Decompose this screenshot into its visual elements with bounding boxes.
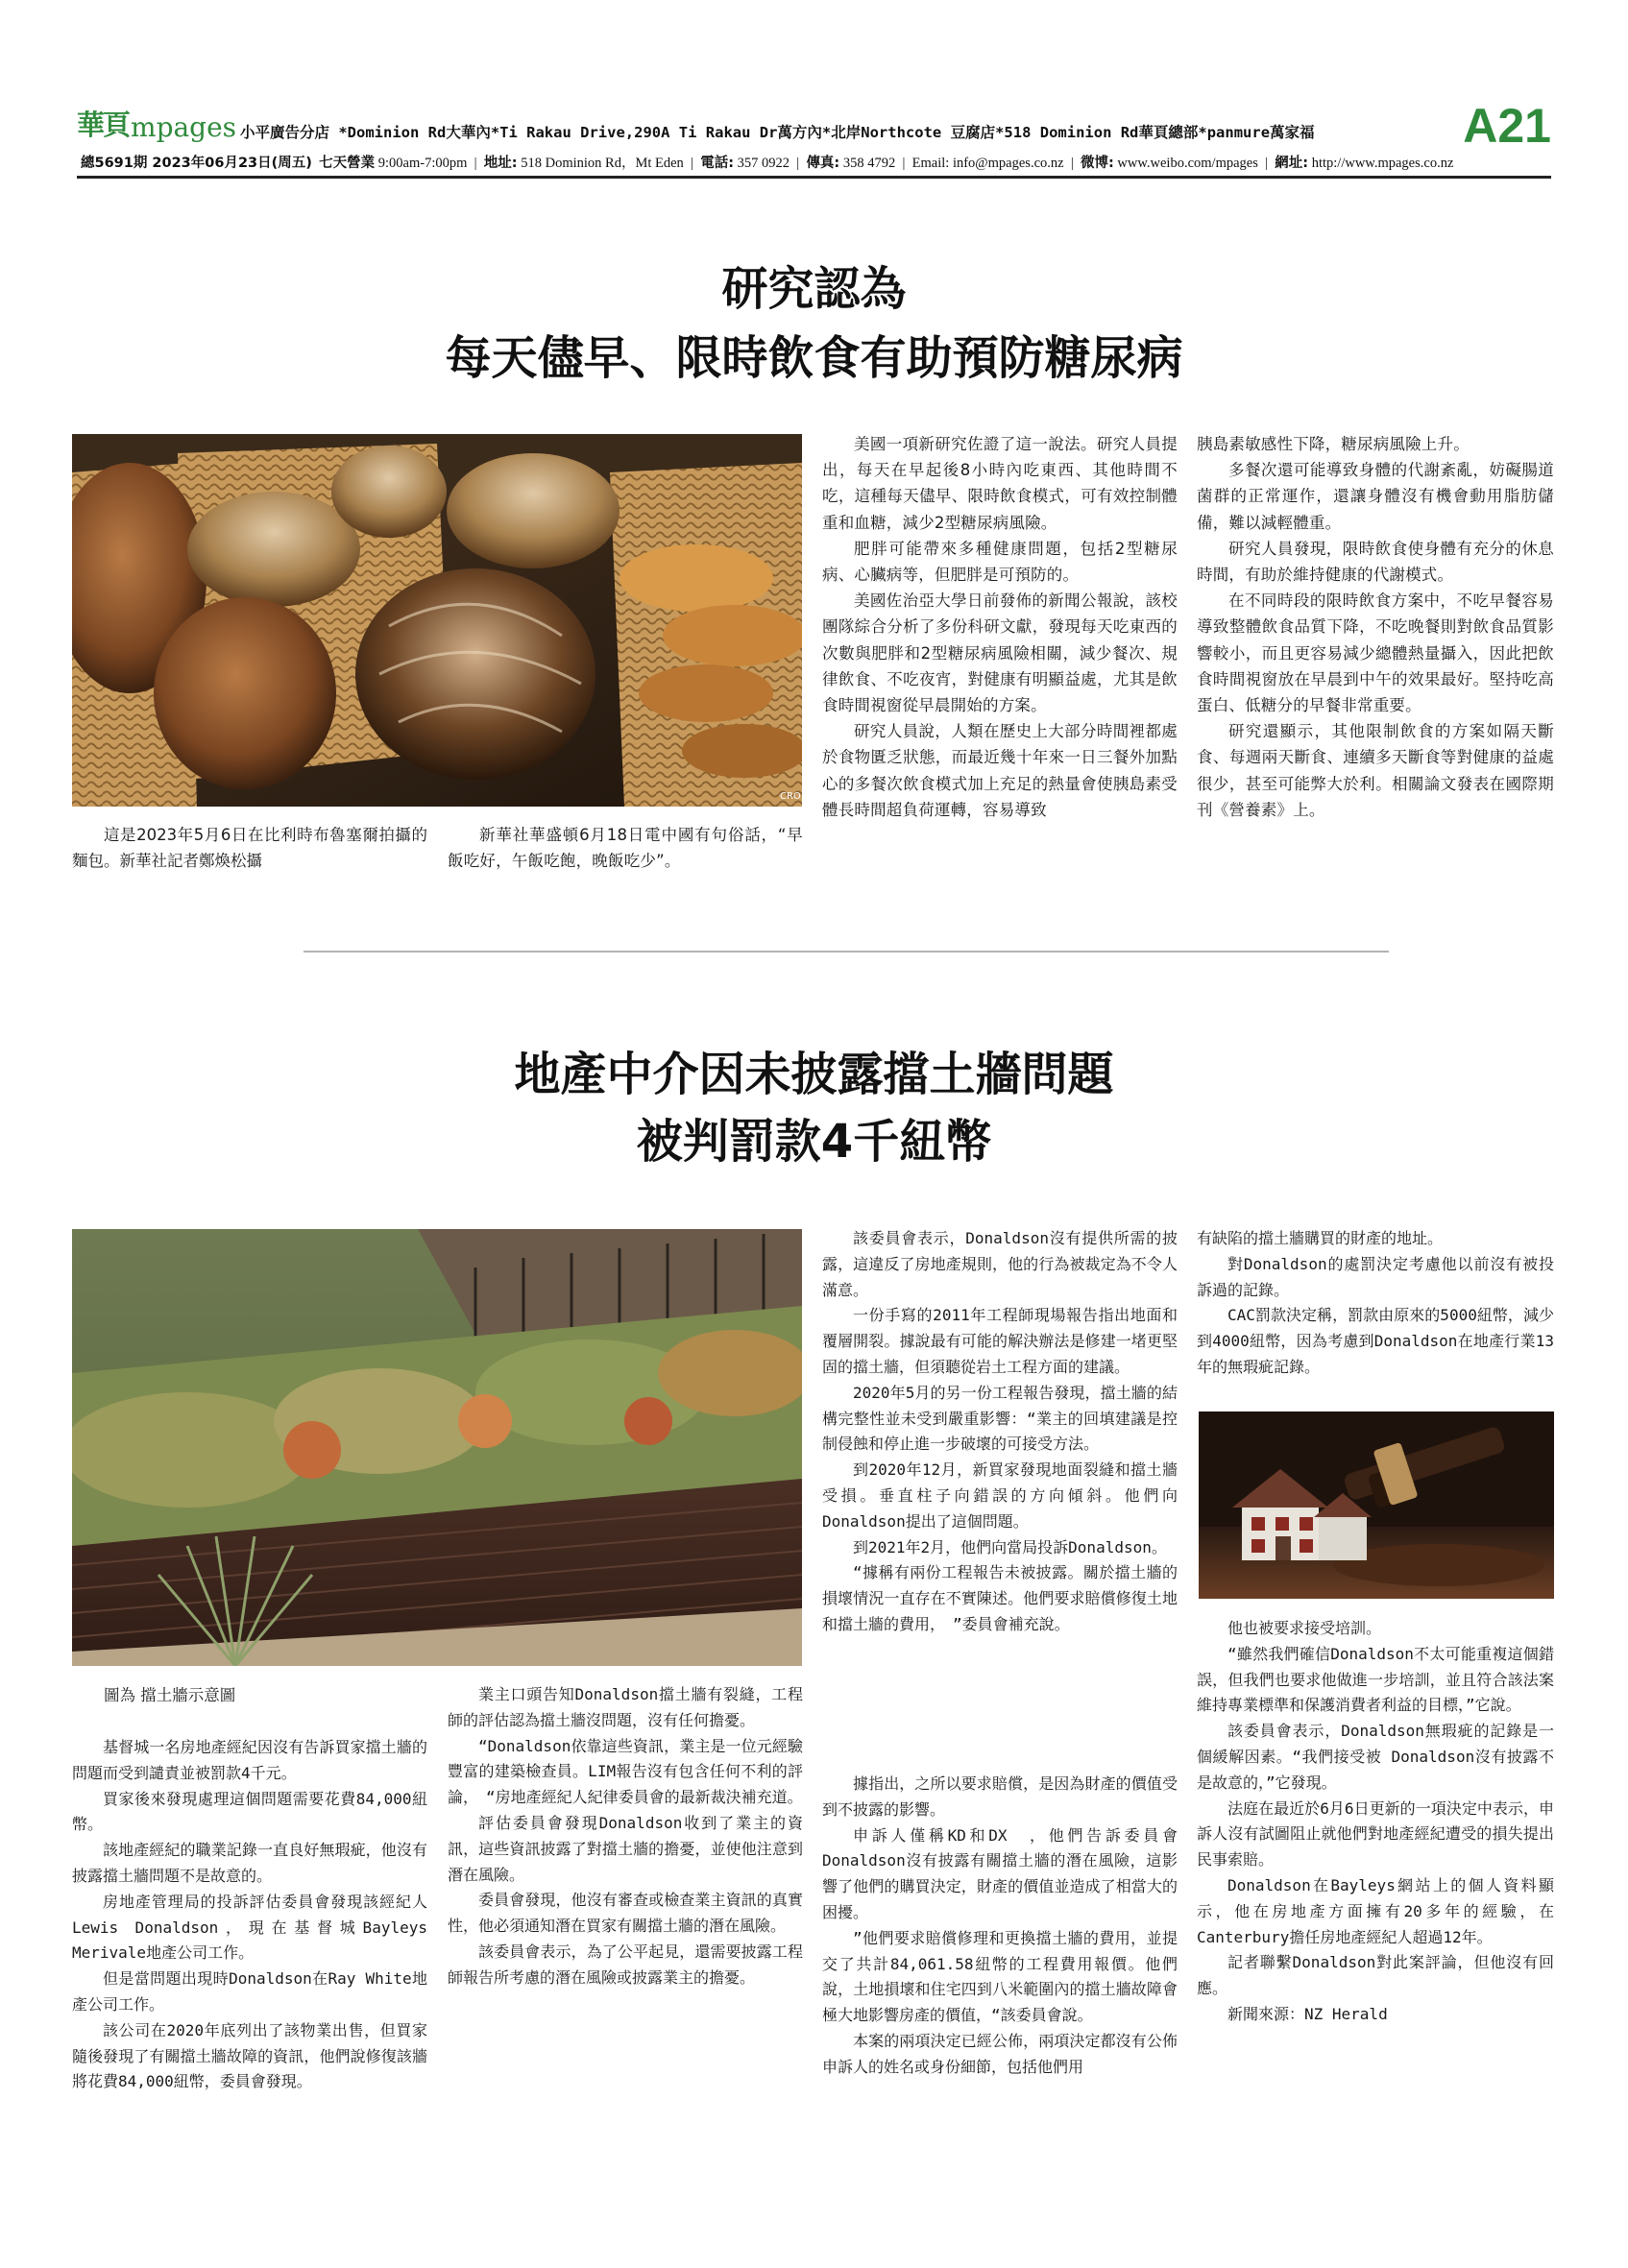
article2-col3b-p1: 據指出，之所以要求賠償，是因為財產的價值受到不披露的影響。 (822, 1774, 1178, 1819)
article1-title-line2: 每天儘早、限時飲食有助預防糖尿病 (445, 331, 1183, 385)
fax: 358 4792 (842, 156, 896, 171)
weibo-label: 微博: (1080, 156, 1114, 171)
address-label: 地址: (483, 156, 518, 171)
article2-col3-p5: 到2021年2月，他們向當局投訴Donaldson。 (853, 1537, 1167, 1556)
article1-col3-p3: 研究人員發現，限時飲食使身體有充分的休息時間，有助於維持健康的代謝模式。 (1197, 539, 1554, 585)
article1-col2-p4: 研究人員說，人類在歷史上大部分時間裡都處於食物匱乏狀態，而最近幾十年來一日三餐外加點心的多餐次飲食模式加上充足的熱量會使胰島素受體長時間超負荷運轉，容易導致 (822, 722, 1178, 819)
article2-col3-p3: 2020年5月的另一份工程報告發現，擋土牆的結構完整性並未受到嚴重影響：“業主的回填建議是控制侵蝕和停止進一步破壞的可接受方法。 (822, 1383, 1178, 1454)
article1-col2 (822, 431, 1178, 823)
header-rule (77, 176, 1551, 179)
article2-col3b-p2: 申訴人僅稱KD和DX ，他們告訴委員會Donaldson沒有披露有關擋土牆的潛在風險，這影響了他們的購買決定，財產的價值並造成了相當大的困擾。 (822, 1825, 1178, 1921)
article1-col2-p3: 美國佐治亞大學日前發佈的新聞公報說，該校團隊綜合分析了多份科研文獻，發現每天吃東西的次數與肥胖和2型糖尿病風險相關，減少餐次、規律飲食、不吃夜宵，對健康有明顯益處，尤其是飲食時間視窗從早晨開始的方案。 (822, 591, 1178, 715)
article2-col4-p1: 有缺陷的擋土牆購買的財產的地址。 (1197, 1229, 1444, 1247)
article1-col3-p1: 胰島素敏感性下降，糖尿病風險上升。 (1197, 435, 1470, 453)
article2-col4-lower (1197, 1616, 1554, 2028)
branch-ad-line: 小平廣告分店 *Dominion Rd大華內*Ti Rakau Drive,290A Ti Rakau Dr萬方內*北岸Northcote 豆腐店*518 Dominion Rd華頁總部*panmure萬家福 (240, 124, 1315, 141)
article2-col4b-p5: Donaldson在Bayleys網站上的個人資料顯示，他在房地產方面擁有20多年的經驗，在Canterbury擔任房地產經紀人超過12年。 (1197, 1875, 1554, 1946)
article2-col1-p6: 該公司在2020年底列出了該物業出售，但買家隨後發現了有關擋土牆故障的資訊，他們說修復該牆將花費84,000紐幣，委員會發現。 (72, 2020, 427, 2091)
bread-watermark: CRO (780, 791, 801, 802)
article2-col2-p4: 委員會發現，他沒有審查或檢查業主資訊的真實性，他必須通知潛在買家有關擋土牆的潛在風險。 (448, 1891, 803, 1936)
fax-label: 傳真: (806, 156, 840, 171)
issue-info-line: 總5691期 2023年06月23日(周五) 七天營業 9:00am-7:00pm | 地址: 518 Dominion Rd，Mt Eden | 電話: 357 0922 | 傳真: 358 4792 | Email: info@mpages.co.nz | 微博: www.weibo.com/mpages | 網址: http://www.mpages.co.nz (81, 156, 1454, 171)
article2-col4-p2: 對Donaldson的處罰決定考慮他以前沒有被投訴過的記錄。 (1197, 1254, 1554, 1299)
article2-col4-p3: CAC罰款決定稱，罰款由原來的5000紐幣，減少到4000紐幣，因為考慮到Donaldson在地產行業13年的無瑕疵記錄。 (1197, 1306, 1554, 1376)
article2-col1-p1: 基督城一名房地產經紀因沒有告訴買家擋土牆的問題而受到譴責並被罰款4千元。 (72, 1738, 427, 1782)
article2-col2-p1: 業主口頭告知Donaldson擋土牆有裂縫，工程師的評估認為擋土牆沒問題，沒有任何擔憂。 (448, 1685, 803, 1729)
article2-title-line1: 地產中介因未披露擋土牆問題 (514, 1048, 1114, 1101)
article1-title-line1: 研究認為 (721, 262, 907, 316)
web-label: 網址: (1275, 156, 1309, 171)
article2-col2-p5: 該委員會表示，為了公平起見，還需要披露工程師報告所考慮的潛在風險或披露業主的擔憂。 (448, 1942, 803, 1987)
article1-col2-p1: 美國一項新研究佐證了這一說法。研究人員提出，每天在早起後8小時內吃東西、其他時間不吃，這種每天儘早、限時飲食模式，可有效控制體重和血糖，減少2型糖尿病風險。 (822, 435, 1178, 532)
article2-col1-p2: 買家後來發現處理這個問題需要花費84,000紐幣。 (72, 1789, 427, 1834)
article2-col2 (448, 1682, 803, 1991)
article2-col3-lower (822, 1772, 1178, 2081)
logo-chinese: 華頁 (77, 109, 130, 141)
article2-col3-p1: 該委員會表示，Donaldson沒有提供所需的披露，這違反了房地產規則，他的行為被裁定為不令人滿意。 (822, 1229, 1178, 1299)
hours: 9:00am-7:00pm (377, 156, 468, 171)
website[interactable]: http://www.mpages.co.nz (1311, 156, 1454, 171)
article2-col3b-p3: ”他們要求賠償修理和更換擋土牆的費用，並提交了共計84,061.58紐幣的工程費用報價。他們說，土地損壞和住宅四到八米範圍內的擋土牆故障會極大地影響房產的價值，“該委員會說。 (822, 1928, 1178, 2025)
article2-col4b-p2: “雖然我們確信Donaldson不太可能重複這個錯誤，但我們也要求他做進一步培訓，並且符合該法案維持專業標準和保護消費者利益的目標，”它說。 (1197, 1644, 1554, 1715)
retaining-wall-photo (72, 1229, 802, 1666)
news-source: 新聞來源：NZ Herald (1227, 2004, 1388, 2023)
article2-col3-p6: “據稱有兩份工程報告未被披露。關於擋土牆的損壞情況一直存在不實陳述。他們要求賠償修復土地和擋土牆的費用， ”委員會補充說。 (822, 1563, 1178, 1633)
hours-label: 七天營業 (319, 156, 376, 171)
article2-col4b-p6: 記者聯繫Donaldson對此案評論，但他沒有回應。 (1197, 1953, 1554, 1998)
article1-col3 (1197, 431, 1554, 823)
phone: 357 0922 (737, 156, 790, 171)
bread-photo (72, 434, 802, 807)
article2-col3b-p4: 本案的兩項決定已經公佈，兩項決定都沒有公佈申訴人的姓名或身份細節，包括他們用 (822, 2031, 1178, 2076)
article2-col2-p2: “Donaldson依靠這些資訊，業主是一位元經驗豐富的建築檢查員。LIM報告沒有包含任何不利的評論， “房地產經紀人紀律委員會的最新裁決補充道。 (448, 1736, 803, 1807)
issue-number: 總5691期 2023年06月23日(周五) (81, 156, 312, 171)
article1-col1-p1: 新華社華盛頓6月18日電中國有句俗話，“早飯吃好，午飯吃飽，晚飯吃少”。 (448, 826, 803, 871)
page-number: A21 (1463, 99, 1551, 153)
logo-english: mpages (131, 111, 237, 143)
article2-col1-p3: 該地產經紀的職業記錄一直良好無瑕疵，他沒有披露擋土牆問題不是故意的。 (72, 1841, 427, 1885)
article2-col3 (822, 1226, 1178, 1638)
article-divider (304, 951, 1389, 953)
email[interactable]: Email: info@mpages.co.nz (911, 156, 1064, 171)
gavel-house-photo (1199, 1411, 1554, 1599)
article1-caption-text: 這是2023年5月6日在比利時布魯塞爾拍攝的麵包。新華社記者鄭煥松攝 (72, 826, 427, 870)
mpages-logo[interactable] (77, 104, 236, 143)
article2-caption-text: 圖為 擋土牆示意圖 (104, 1686, 236, 1704)
article2-caption (72, 1682, 427, 1708)
article2-col3-p2: 一份手寫的2011年工程師現場報告指出地面和覆層開裂。據說最有可能的解決辦法是修建一堵更堅固的擋土牆，但須聽從岩土工程方面的建議。 (822, 1306, 1178, 1376)
phone-label: 電話: (700, 156, 735, 171)
article1-caption (72, 822, 427, 874)
article2-col1-p4: 房地產管理局的投訴評估委員會發現該經紀人Lewis Donaldson，現在基督城Bayleys Merivale地產公司工作。 (72, 1892, 427, 1963)
article1-col3-p5: 研究還顯示，其他限制飲食的方案如隔天斷食、每週兩天斷食、連續多天斷食等對健康的益處很少，甚至可能弊大於利。相關論文發表在國際期刊《營養素》上。 (1197, 722, 1554, 819)
weibo[interactable]: www.weibo.com/mpages (1117, 156, 1258, 171)
article2-col1 (72, 1735, 427, 2095)
masthead (77, 99, 1551, 153)
article1-col3-p4: 在不同時段的限時飲食方案中，不吃早餐容易導致整體飲食品質下降，不吃晚餐則對飲食品質影響較小，而且更容易減少總體熱量攝入，因此把飲食時間視窗放在早晨到中午的效果最好。堅持吃高蛋白、低糖分的早餐非常重要。 (1197, 591, 1554, 715)
article1-col3-p2: 多餐次還可能導致身體的代謝紊亂，妨礙腸道菌群的正常運作，還讓身體沒有機會動用脂肪儲備，難以減輕體重。 (1197, 461, 1554, 532)
article2-col4b-p3: 該委員會表示，Donaldson無瑕疵的記錄是一個緩解因素。“我們接受被 Donaldson沒有披露不是故意的，”它發現。 (1197, 1722, 1554, 1792)
article1-col1 (448, 822, 803, 874)
article2-col3-p4: 到2020年12月，新買家發現地面裂縫和擋土牆受損。垂直柱子向錯誤的方向傾斜。他們向Donaldson提出了這個問題。 (822, 1460, 1178, 1531)
article2-col1-p5: 但是當問題出現時Donaldson在Ray White地產公司工作。 (72, 1969, 427, 2014)
article2-title-line2: 被判罰款4千紐幣 (636, 1115, 992, 1169)
article1-col2-p2: 肥胖可能帶來多種健康問題，包括2型糖尿病、心臟病等，但肥胖是可預防的。 (822, 539, 1178, 585)
article2-col2-p3: 評估委員會發現Donaldson收到了業主的資訊，這些資訊披露了對擋土牆的擔憂，並使他注意到潛在風險。 (448, 1813, 803, 1884)
address: 518 Dominion Rd，Mt Eden (521, 156, 684, 171)
article2-col4b-p4: 法庭在最近於6月6日更新的一項決定中表示，申訴人沒有試圖阻止就他們對地產經紀遭受的損失提出民事索賠。 (1197, 1798, 1554, 1870)
article2-col4-upper (1197, 1226, 1554, 1381)
article2-col4b-p1: 他也被要求接受培訓。 (1227, 1619, 1382, 1637)
